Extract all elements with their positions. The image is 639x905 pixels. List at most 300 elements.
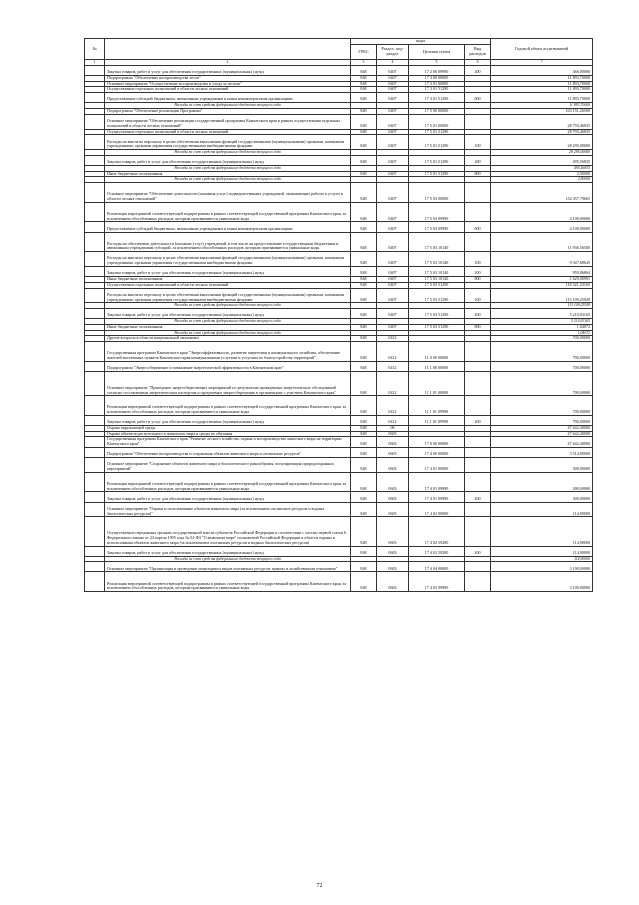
cell-name: Расходы за счет средств федерального бюджета текущего года [105, 103, 351, 109]
cell-razdel: 0407 [377, 324, 409, 330]
cell-razdel: 0407 [377, 81, 409, 87]
cell-grbs: 848 [351, 517, 377, 546]
cell-name: Основное мероприятие "Обеспечение реализации государственной программы Камчатского края в рамках осуществления отдельных полномочий в области лесных отношений" [105, 114, 351, 129]
table-row [85, 562, 593, 572]
cell-article: 17 3 01 51290 [409, 93, 465, 103]
cell-article: 17 5 03 09990 [409, 202, 465, 222]
cell-amount: 11 893,70000 [491, 103, 593, 109]
table-row [85, 93, 593, 103]
cell-razdel: 0412 [377, 342, 409, 362]
cell-amount: 11 893,70000 [491, 87, 593, 93]
cell-article: 11 1 01 00000 [409, 371, 465, 395]
cell-article: 11 1 01 09990 [409, 396, 465, 416]
cell-name: Расходы за счет средств федерального бюджета текущего года [105, 165, 351, 171]
cell-article: 17 5 01 51290 [409, 171, 465, 177]
cell-grbs: 848 [351, 65, 377, 75]
table-row [85, 458, 593, 473]
cell-grbs: 848 [351, 562, 377, 572]
cell-grbs: 848 [351, 277, 377, 283]
cell-grbs: 848 [351, 232, 377, 252]
cell-amount: 2,90000 [491, 171, 593, 177]
cell-article: 11 1 01 09990 [409, 415, 465, 425]
cell-name: Подпрограмма "Обеспечение воспроизводства и сохранения объектов животного мира и охотничьих ресурсов" [105, 447, 351, 457]
col-num: 7 [491, 60, 593, 66]
table-row [85, 252, 593, 267]
table-row [85, 202, 593, 222]
cell-razdel: 0412 [377, 396, 409, 416]
cell-name: Расходы за счет средств федерального бюджета текущего года [105, 556, 351, 562]
cell-article: 11 0 00 00000 [409, 342, 465, 362]
cell-name: Закупка товаров, работ и услуг для обеспечения государственных (муниципальных) нужд [105, 415, 351, 425]
cell-type: 200 [465, 415, 491, 425]
cell-amount: 114,90000 [491, 517, 593, 546]
cell-name: Расходы на выплаты персоналу в целях обеспечения выполнения функций государственными (муниципальными) органами, казенными учреждениями, органами управления государственными внебюджетными фондами [105, 135, 351, 150]
cell-amount: 5 210,93165 [491, 309, 593, 319]
cell-article: 17 5 03 00000 [409, 183, 465, 203]
cell-no [85, 396, 105, 416]
cell-amount: 495,56835 [491, 155, 593, 165]
cell-name: Осуществление отдельных полномочий в области лесных отношений [105, 129, 351, 135]
cell-amount: 2,90000 [491, 177, 593, 183]
cell-razdel: 0412 [377, 371, 409, 395]
cell-type: 800 [465, 324, 491, 330]
cell-article: 17 4 05 09990 [409, 572, 465, 592]
cell-grbs: 848 [351, 266, 377, 276]
col-num: 5 [409, 60, 465, 66]
header-grbs: ГРБС [351, 45, 377, 60]
cell-grbs: 848 [351, 425, 377, 431]
cell-amount: 700,00000 [491, 396, 593, 416]
table-header [85, 39, 593, 66]
cell-grbs: 848 [351, 81, 377, 87]
cell-razdel: 0603 [377, 572, 409, 592]
cell-article: 17 0 00 00000 [409, 437, 465, 448]
cell-grbs: 848 [351, 361, 377, 371]
cell-type [465, 183, 491, 203]
cell-name: Основное мероприятие "Сохранение объектов животного мира и биологического разнообразия, популяризация природоохранных мероприятий" [105, 458, 351, 473]
cell-name: Другие вопросы в области национальной экономики [105, 336, 351, 342]
cell-razdel: 0407 [377, 129, 409, 135]
cell-name: Реализация мероприятий соответствующей подпрограммы в рамках соответствующей государственной программы Камчатского края, за исключением обособленных расходов, которым присваиваются уникальные коды [105, 572, 351, 592]
cell-name: Подпрограмма "Обеспечение воспроизводства лесов" [105, 75, 351, 81]
cell-no [85, 447, 105, 457]
cell-type [465, 202, 491, 222]
col-num: 1 [85, 60, 105, 66]
cell-type: 800 [465, 171, 491, 177]
cell-no [85, 371, 105, 395]
cell-name: Закупка товаров, работ и услуг для обеспечения государственных (муниципальных) нужд [105, 309, 351, 319]
cell-no [85, 252, 105, 267]
cell-no [85, 232, 105, 252]
cell-type [465, 562, 491, 572]
cell-amount: 163 151,26500 [491, 108, 593, 114]
cell-amount: 9 347,68645 [491, 252, 593, 267]
cell-razdel: 0603 [377, 458, 409, 473]
table-row [85, 183, 593, 203]
cell-grbs: 848 [351, 171, 377, 177]
cell-razdel: 0407 [377, 183, 409, 203]
cell-article: 17 5 03 09990 [409, 222, 465, 232]
cell-amount: 28 295,00000 [491, 150, 593, 156]
cell-name: Иные бюджетные ассигнования [105, 324, 351, 330]
cell-amount: 4 100,00000 [491, 222, 593, 232]
cell-razdel: 0407 [377, 75, 409, 81]
cell-amount: 114,90000 [491, 502, 593, 517]
col-num: 6 [465, 60, 491, 66]
cell-article: 17 5 03 51290 [409, 309, 465, 319]
cell-article: 17 5 01 51290 [409, 135, 465, 150]
cell-article: 17 3 00 00000 [409, 75, 465, 81]
cell-name: Закупка товаров, работ и услуг для обеспечения государственных (муниципальных) нужд [105, 155, 351, 165]
table-row [85, 517, 593, 546]
table-row [85, 155, 593, 165]
cell-type [465, 396, 491, 416]
cell-amount: 28 295,00000 [491, 135, 593, 150]
cell-article: 17 4 04 00000 [409, 562, 465, 572]
table-row [85, 65, 593, 75]
cell-razdel: 0412 [377, 361, 409, 371]
cell-article: 17 3 01 51290 [409, 87, 465, 93]
cell-no [85, 183, 105, 203]
cell-razdel: 0407 [377, 155, 409, 165]
table-row [85, 309, 593, 319]
cell-grbs: 848 [351, 108, 377, 114]
cell-name: Закупка товаров, работ и услуг для обеспечения государственных (муниципальных) нужд [105, 492, 351, 502]
header-name [105, 39, 351, 60]
budget-table [84, 38, 593, 592]
cell-name: Расходы за счет средств федерального бюджета текущего года [105, 150, 351, 156]
cell-amount: 700,00000 [491, 342, 593, 362]
cell-grbs: 848 [351, 546, 377, 556]
cell-type: 200 [465, 492, 491, 502]
cell-amount: 47 642,40000 [491, 437, 593, 448]
cell-article: 17 4 02 00000 [409, 502, 465, 517]
cell-amount: 114,90000 [491, 556, 593, 562]
cell-razdel: 0407 [377, 309, 409, 319]
cell-amount: 11 893,70000 [491, 93, 593, 103]
cell-amount: 700,00000 [491, 415, 593, 425]
table-row [85, 361, 593, 371]
cell-grbs: 848 [351, 324, 377, 330]
cell-razdel: 0407 [377, 277, 409, 283]
cell-amount: 5 210,93165 [491, 319, 593, 325]
cell-grbs: 848 [351, 447, 377, 457]
table-row [85, 415, 593, 425]
table-row [85, 492, 593, 502]
cell-name: Закупка товаров, работ и услуг для обеспечения государственных (муниципальных) нужд [105, 65, 351, 75]
cell-article: 17 5 01 51290 [409, 129, 465, 135]
cell-name: Осуществление отдельных полномочий в области лесных отношений [105, 282, 351, 288]
cell-grbs: 848 [351, 202, 377, 222]
cell-razdel: 0412 [377, 415, 409, 425]
cell-article: 17 4 01 00000 [409, 458, 465, 473]
cell-type: 100 [465, 252, 491, 267]
cell-type: 200 [465, 155, 491, 165]
cell-article: 17 5 00 00000 [409, 108, 465, 114]
cell-no [85, 492, 105, 502]
cell-grbs: 848 [351, 458, 377, 473]
cell-type [465, 371, 491, 395]
cell-no [85, 458, 105, 473]
cell-article: 17 5 01 00000 [409, 114, 465, 129]
cell-type: 200 [465, 309, 491, 319]
cell-razdel: 0603 [377, 472, 409, 492]
cell-no [85, 202, 105, 222]
cell-razdel: 0407 [377, 266, 409, 276]
table-row [85, 342, 593, 362]
cell-name: Основное мероприятие "Охрана и использование объектов животного мира (за исключением охотничьих ресурсов и водных биологических ресурсов)" [105, 502, 351, 517]
cell-grbs: 848 [351, 75, 377, 81]
cell-razdel: 0407 [377, 232, 409, 252]
cell-name: Осуществление переданных органам государственной власти субъектов Российской Федерации в соответствии с частью первой статьи 6 Федерального закона от 24 апреля 1995 года № 52-ФЗ "О животном мире" полномочий Российской Федерации в области охраны и использования объектов животного мира (за исключением охотничьих ресурсов и водных биологических ресурсов) [105, 517, 351, 546]
cell-name: Реализация мероприятий соответствующей подпрограммы в рамках соответствующей государственной программы Камчатского края, за исключением обособленных расходов, которым присваиваются уникальные коды [105, 396, 351, 416]
cell-no [85, 155, 105, 165]
col-num: 2 [105, 60, 351, 66]
cell-amount: 4 100,00000 [491, 202, 593, 222]
cell-razdel: 0412 [377, 336, 409, 342]
table-row [85, 396, 593, 416]
cell-grbs: 848 [351, 336, 377, 342]
cell-type [465, 361, 491, 371]
cell-name: Реализация мероприятий соответствующей подпрограммы в рамках соответствующей государственной программы Камчатского края, за исключением обособленных расходов, которым присваиваются уникальные коды [105, 202, 351, 222]
cell-grbs: 848 [351, 135, 377, 150]
cell-name: Подпрограмма "Энергосбережение и повышение энергетической эффективности в Камчатском крае" [105, 361, 351, 371]
cell-amount: 959,86864 [491, 266, 593, 276]
cell-amount: 700,00000 [491, 336, 593, 342]
cell-article: 17 4 01 09990 [409, 492, 465, 502]
cell-name: Подпрограмма "Обеспечение реализации Программы" [105, 108, 351, 114]
cell-name: Основное мероприятие "Обеспечение деятельности (оказания услуг) подведомственных учреждений, оказывающих работы и услуги в области лесных отношений" [105, 183, 351, 203]
cell-article: 17 4 00 00000 [409, 447, 465, 457]
cell-type [465, 447, 491, 457]
cell-type: 600 [465, 222, 491, 232]
cell-grbs: 848 [351, 502, 377, 517]
cell-no [85, 572, 105, 592]
cell-no [85, 415, 105, 425]
cell-razdel: 0603 [377, 431, 409, 437]
cell-no [85, 135, 105, 150]
cell-type [465, 232, 491, 252]
cell-type: 800 [465, 277, 491, 283]
cell-no [85, 309, 105, 319]
table-row [85, 447, 593, 457]
cell-amount: 1,04072 [491, 330, 593, 336]
table-row [85, 232, 593, 252]
cell-type [465, 572, 491, 592]
cell-article: 17 4 02 59200 [409, 546, 465, 556]
cell-grbs: 848 [351, 437, 377, 448]
cell-grbs: 848 [351, 129, 377, 135]
cell-no [85, 502, 105, 517]
cell-razdel: 0407 [377, 288, 409, 303]
cell-type [465, 437, 491, 448]
cell-razdel: 0603 [377, 437, 409, 448]
cell-amount: 3 514,90000 [491, 447, 593, 457]
cell-article: 17 5 03 10140 [409, 266, 465, 276]
cell-amount: 113 109,25928 [491, 303, 593, 309]
cell-amount: 700,00000 [491, 371, 593, 395]
cell-amount: 366,00000 [491, 65, 593, 75]
cell-no [85, 222, 105, 232]
cell-razdel: 0407 [377, 171, 409, 177]
cell-type [465, 342, 491, 362]
cell-grbs: 848 [351, 183, 377, 203]
cell-article: 17 5 03 10140 [409, 277, 465, 283]
cell-grbs: 848 [351, 371, 377, 395]
cell-article: 17 3 01 00000 [409, 81, 465, 87]
cell-grbs: 848 [351, 222, 377, 232]
cell-amount: 300,00000 [491, 472, 593, 492]
cell-no [85, 114, 105, 129]
cell-article: 17 2 06 09990 [409, 65, 465, 75]
cell-article: 17 5 03 10140 [409, 232, 465, 252]
cell-grbs: 848 [351, 396, 377, 416]
cell-name: Охрана окружающей среды [105, 425, 351, 431]
cell-grbs: 848 [351, 155, 377, 165]
cell-razdel: 06 [377, 425, 409, 431]
cell-no [85, 266, 105, 276]
header-codes: коды [351, 39, 491, 45]
cell-name: Закупка товаров, работ и услуг для обеспечения государственных (муниципальных) нужд [105, 266, 351, 276]
cell-grbs: 848 [351, 282, 377, 288]
cell-type [465, 114, 491, 129]
cell-razdel: 0407 [377, 135, 409, 150]
cell-grbs: 848 [351, 492, 377, 502]
cell-amount: 11 893,70000 [491, 75, 593, 81]
cell-amount: 134 357,79665 [491, 183, 593, 203]
cell-name: Иные бюджетные ассигнования [105, 277, 351, 283]
cell-grbs: 848 [351, 114, 377, 129]
cell-name: Иные бюджетные ассигнования [105, 171, 351, 177]
cell-no [85, 517, 105, 546]
cell-grbs: 848 [351, 288, 377, 303]
header-type: Вид расходов [465, 45, 491, 60]
cell-amount: 300,00000 [491, 492, 593, 502]
cell-amount: 495,56835 [491, 165, 593, 171]
cell-no [85, 437, 105, 448]
cell-type: 200 [465, 546, 491, 556]
cell-name: Расходы за счет средств федерального бюджета текущего года [105, 177, 351, 183]
header-volume: Годовой объем ассигнований [491, 39, 593, 60]
cell-amount: 700,00000 [491, 361, 593, 371]
cell-razdel: 0603 [377, 492, 409, 502]
table-row [85, 288, 593, 303]
table-row [85, 546, 593, 556]
cell-amount: 3 100,00000 [491, 562, 593, 572]
cell-type: 200 [465, 65, 491, 75]
table-row [85, 572, 593, 592]
cell-name: Расходы за счет средств федерального бюджета текущего года [105, 319, 351, 325]
table-row [85, 266, 593, 276]
table-row [85, 371, 593, 395]
cell-grbs: 848 [351, 93, 377, 103]
cell-razdel: 0407 [377, 108, 409, 114]
cell-no [85, 65, 105, 75]
cell-amount: 1,04072 [491, 324, 593, 330]
cell-type [465, 502, 491, 517]
cell-name: Охрана объектов растительного и животного мира и среды их обитания [105, 431, 351, 437]
cell-name: Реализация мероприятий соответствующей подпрограммы в рамках соответствующей государственной программы Камчатского края, за исключением обособленных расходов, которым присваиваются уникальные коды [105, 472, 351, 492]
cell-amount: 28 793,46835 [491, 129, 593, 135]
cell-amount: 11 893,70000 [491, 81, 593, 87]
budget-table-sheet [84, 38, 592, 592]
cell-grbs: 848 [351, 342, 377, 362]
cell-article: 17 5 01 51290 [409, 155, 465, 165]
cell-razdel: 0407 [377, 282, 409, 288]
cell-razdel: 0407 [377, 93, 409, 103]
cell-grbs: 848 [351, 572, 377, 592]
cell-amount: 118 321,23165 [491, 282, 593, 288]
cell-name: Предоставление субсидий бюджетным, автономным учреждениям и иным некоммерческим организациям [105, 222, 351, 232]
cell-razdel: 0603 [377, 546, 409, 556]
table-body [85, 65, 593, 591]
cell-type [465, 517, 491, 546]
cell-grbs: 848 [351, 415, 377, 425]
cell-name: Расходы на выплаты персоналу в целях обеспечения выполнения функций государственными (муниципальными) органами, казенными учреждениями, органами управления государственными внебюджетными фондами [105, 252, 351, 267]
cell-amount: 300,00000 [491, 458, 593, 473]
cell-amount: 3 100,00000 [491, 572, 593, 592]
page-number: 72 [316, 883, 323, 889]
cell-grbs: 848 [351, 431, 377, 437]
cell-article: 11 1 00 00000 [409, 361, 465, 371]
cell-razdel: 0603 [377, 517, 409, 546]
cell-razdel: 0407 [377, 87, 409, 93]
cell-amount: 1 629,00991 [491, 277, 593, 283]
cell-name: Расходы за счет средств федерального бюджета текущего года [105, 330, 351, 336]
cell-article: 17 5 03 51290 [409, 288, 465, 303]
cell-name: Основное мероприятие "Осуществление воспроизводства и ухода за лесами" [105, 81, 351, 87]
table-row [85, 472, 593, 492]
cell-razdel: 0407 [377, 202, 409, 222]
cell-no [85, 562, 105, 572]
header-no: № [85, 39, 105, 60]
cell-grbs: 848 [351, 472, 377, 492]
cell-amount: 47 642,40000 [491, 425, 593, 431]
cell-name: Основное мероприятие "Проведение энергосберегающих мероприятий по результатам проведенных энергетических обследований согласно составленным энергетическим паспортам и программам энергосбережения в организациях с участием Камчатского края" [105, 371, 351, 395]
cell-article: 17 5 03 51290 [409, 282, 465, 288]
cell-name: Государственная программа Камчатского края "Развитие лесного хозяйства, охрана и воспроизводство животного мира на территории Камчатского края" [105, 437, 351, 448]
table-row [85, 502, 593, 517]
cell-no [85, 288, 105, 303]
cell-name: Расходы на обеспечение деятельности (оказание услуг) учреждений, в том числе на предоставление государственным бюджетным и автономным учреждениям субсидий, за исключением обособленных расходов, которым присваиваются уникальные коды [105, 232, 351, 252]
cell-grbs: 848 [351, 252, 377, 267]
cell-type: 100 [465, 288, 491, 303]
cell-razdel: 0407 [377, 65, 409, 75]
cell-amount: 47 642,40000 [491, 431, 593, 437]
cell-article: 17 4 01 09990 [409, 472, 465, 492]
cell-article: 17 4 02 59200 [409, 517, 465, 546]
cell-amount: 113 109,25928 [491, 288, 593, 303]
cell-amount: 114,90000 [491, 546, 593, 556]
cell-grbs: 848 [351, 87, 377, 93]
cell-no [85, 472, 105, 492]
cell-no [85, 361, 105, 371]
cell-name: Расходы на выплаты персоналу в целях обеспечения выполнения функций государственными (муниципальными) органами, казенными учреждениями, органами управления государственными внебюджетными фондами [105, 288, 351, 303]
cell-name: Закупка товаров, работ и услуг для обеспечения государственных (муниципальных) нужд [105, 546, 351, 556]
cell-name: Основное мероприятие "Организация и проведение мониторинга видов охотничьих ресурсов, ценных в хозяйственном отношении" [105, 562, 351, 572]
cell-article: 17 5 03 10140 [409, 252, 465, 267]
cell-no [85, 342, 105, 362]
cell-razdel: 0603 [377, 502, 409, 517]
cell-type: 100 [465, 135, 491, 150]
cell-grbs: 848 [351, 309, 377, 319]
cell-razdel: 0407 [377, 222, 409, 232]
cell-razdel: 0407 [377, 252, 409, 267]
cell-type [465, 458, 491, 473]
col-num: 4 [377, 60, 409, 66]
cell-article: 17 5 03 51290 [409, 324, 465, 330]
cell-no [85, 546, 105, 556]
